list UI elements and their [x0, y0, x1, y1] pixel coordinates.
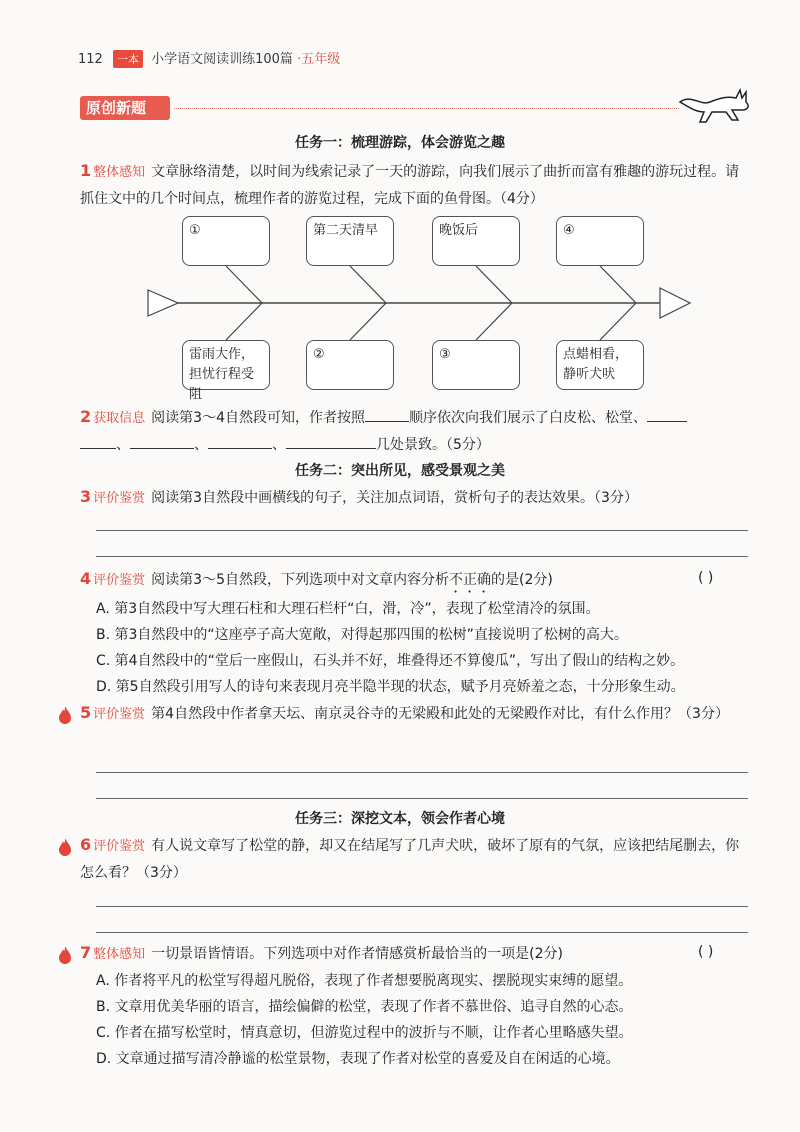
answer-blank[interactable]	[208, 434, 272, 449]
question-2	[80, 404, 750, 458]
fishbone-box-top-1[interactable]: ①	[182, 216, 270, 266]
task-three-title: 任务三：深挖文本，领会作者心境	[295, 811, 505, 827]
fishbone-box-bottom-3[interactable]: ③	[432, 340, 520, 390]
fishbone-box-top-3: 晚饭后	[432, 216, 520, 266]
question-label: 评价鉴赏	[93, 573, 146, 588]
option-c: C. 第4自然段中的“堂后一座假山，石头并不好，堆叠得还不算傻瓜”，写出了假山的结构之妙。	[96, 653, 685, 669]
answer-line[interactable]	[96, 798, 748, 799]
question-label: 整体感知	[93, 947, 146, 962]
question-4	[80, 566, 750, 596]
page-header	[78, 48, 340, 68]
question-7	[80, 940, 750, 968]
question-text: 几处景致。（5分）	[376, 437, 490, 453]
task-two-title: 任务二：突出所见，感受景观之美	[295, 463, 505, 479]
option-c: C. 作者在描写松堂时，情真意切，但游览过程中的波折与不顺，让作者心里略感失望。	[96, 1025, 633, 1041]
answer-parentheses[interactable]: ( )	[698, 570, 714, 586]
flame-icon	[58, 838, 72, 856]
question-label: 评价鉴赏	[93, 707, 146, 722]
series-badge: 一本	[113, 50, 143, 68]
question-text: 文章脉络清楚，以时间为线索记录了一天的游踪，向我们展示了曲折而富有雅趣的游玩过程。请抓住文中的几个时间点，梳理作者的游览过程，完成下面的鱼骨图。（4分）	[80, 164, 740, 207]
question-1	[80, 158, 750, 212]
question-text: 阅读第3自然段中画横线的句子，关注加点词语，赏析句子的表达效果。（3分）	[151, 490, 638, 506]
question-6	[80, 832, 750, 886]
question-3	[80, 484, 750, 512]
fishbone-box-top-4[interactable]: ④	[556, 216, 644, 266]
answer-line[interactable]	[96, 932, 748, 933]
option-a: A. 作者将平凡的松堂写得超凡脱俗，表现了作者想要脱离现实、摆脱现实束缚的愿望。	[96, 973, 633, 989]
question-5	[80, 700, 750, 728]
flame-icon	[58, 706, 72, 724]
question-text: 阅读第3～5自然段，下列选项中对文章内容分析	[151, 572, 449, 588]
page-number: 112	[78, 52, 103, 67]
question-number: 5	[80, 703, 92, 722]
option-b: B. 文章用优美华丽的语言，描绘偏僻的松堂，表现了作者不慕世俗、追寻自然的心态。	[96, 999, 633, 1015]
question-text: 顺序依次向我们展示了白皮松、松堂、	[408, 410, 647, 426]
fishbone-box-bottom-2[interactable]: ②	[306, 340, 394, 390]
fishbone-box-top-2: 第二天清早	[306, 216, 394, 266]
question-label: 整体感知	[93, 165, 146, 180]
answer-line[interactable]	[96, 906, 748, 907]
answer-line[interactable]	[96, 772, 748, 773]
tag-divider	[174, 108, 679, 109]
question-text: 第4自然段中作者拿天坛、南京灵谷寺的无梁殿和此处的无梁殿作对比，有什么作用？（3分）	[151, 706, 729, 722]
answer-parentheses[interactable]: ( )	[698, 944, 714, 960]
answer-blank[interactable]	[130, 434, 194, 449]
fishbone-box-bottom-4: 点蜡相看，静听犬吠	[556, 340, 644, 390]
option-d: D. 文章通过描写清冷静谧的松堂景物，表现了作者对松堂的喜爱及自在闲适的心境。	[96, 1051, 620, 1067]
question-number: 1	[80, 161, 92, 180]
question-label: 评价鉴赏	[93, 491, 146, 506]
fishbone-box-bottom-1: 雷雨大作，担忧行程受阻	[182, 340, 270, 390]
answer-blank[interactable]	[647, 407, 687, 422]
section-tag: 原创新题	[80, 96, 170, 120]
flame-icon	[58, 946, 72, 964]
answer-blank[interactable]	[286, 434, 376, 449]
question-label: 获取信息	[93, 411, 146, 426]
grade-label: ·五年级	[297, 52, 341, 67]
separator: 、	[272, 437, 286, 453]
option-b: B. 第3自然段中的“这座亭子高大宽敞，对得起那四围的松树”直接说明了松树的高大。	[96, 627, 628, 643]
separator: 、	[116, 437, 130, 453]
question-label: 评价鉴赏	[93, 839, 146, 854]
question-text: 一切景语皆情语。下列选项中对作者情感赏析最恰当的一项是(2分)	[151, 946, 563, 962]
answer-line[interactable]	[96, 530, 748, 531]
answer-blank[interactable]	[80, 434, 116, 449]
answer-blank[interactable]	[365, 407, 409, 422]
question-text: 阅读第3～4自然段可知，作者按照	[151, 410, 365, 426]
task-one-title: 任务一：梳理游踪，体会游览之趣	[295, 135, 505, 151]
question-number: 4	[80, 569, 92, 588]
book-title: 小学语文阅读训练100篇	[151, 52, 293, 67]
answer-line[interactable]	[96, 556, 748, 557]
option-d: D. 第5自然段引用写人的诗句来表现月亮半隐半现的状态，赋予月亮娇羞之态，十分形象生动。	[96, 679, 685, 695]
question-number: 7	[80, 943, 92, 962]
question-number: 6	[80, 835, 92, 854]
fishbone-diagram	[140, 210, 700, 400]
question-number: 2	[80, 407, 92, 426]
cat-icon	[676, 80, 756, 126]
question-number: 3	[80, 487, 92, 506]
option-a: A. 第3自然段中写大理石柱和大理石栏杆“白，滑，冷”，表现了松堂清冷的氛围。	[96, 601, 600, 617]
question-text: 有人说文章写了松堂的静，却又在结尾写了几声犬吠，破坏了原有的气氛，应该把结尾删去，你怎么看？（3分）	[80, 838, 740, 881]
question-text: 的是(2分)	[490, 572, 553, 588]
separator: 、	[194, 437, 208, 453]
emphasized-text: 不正确	[448, 572, 491, 588]
